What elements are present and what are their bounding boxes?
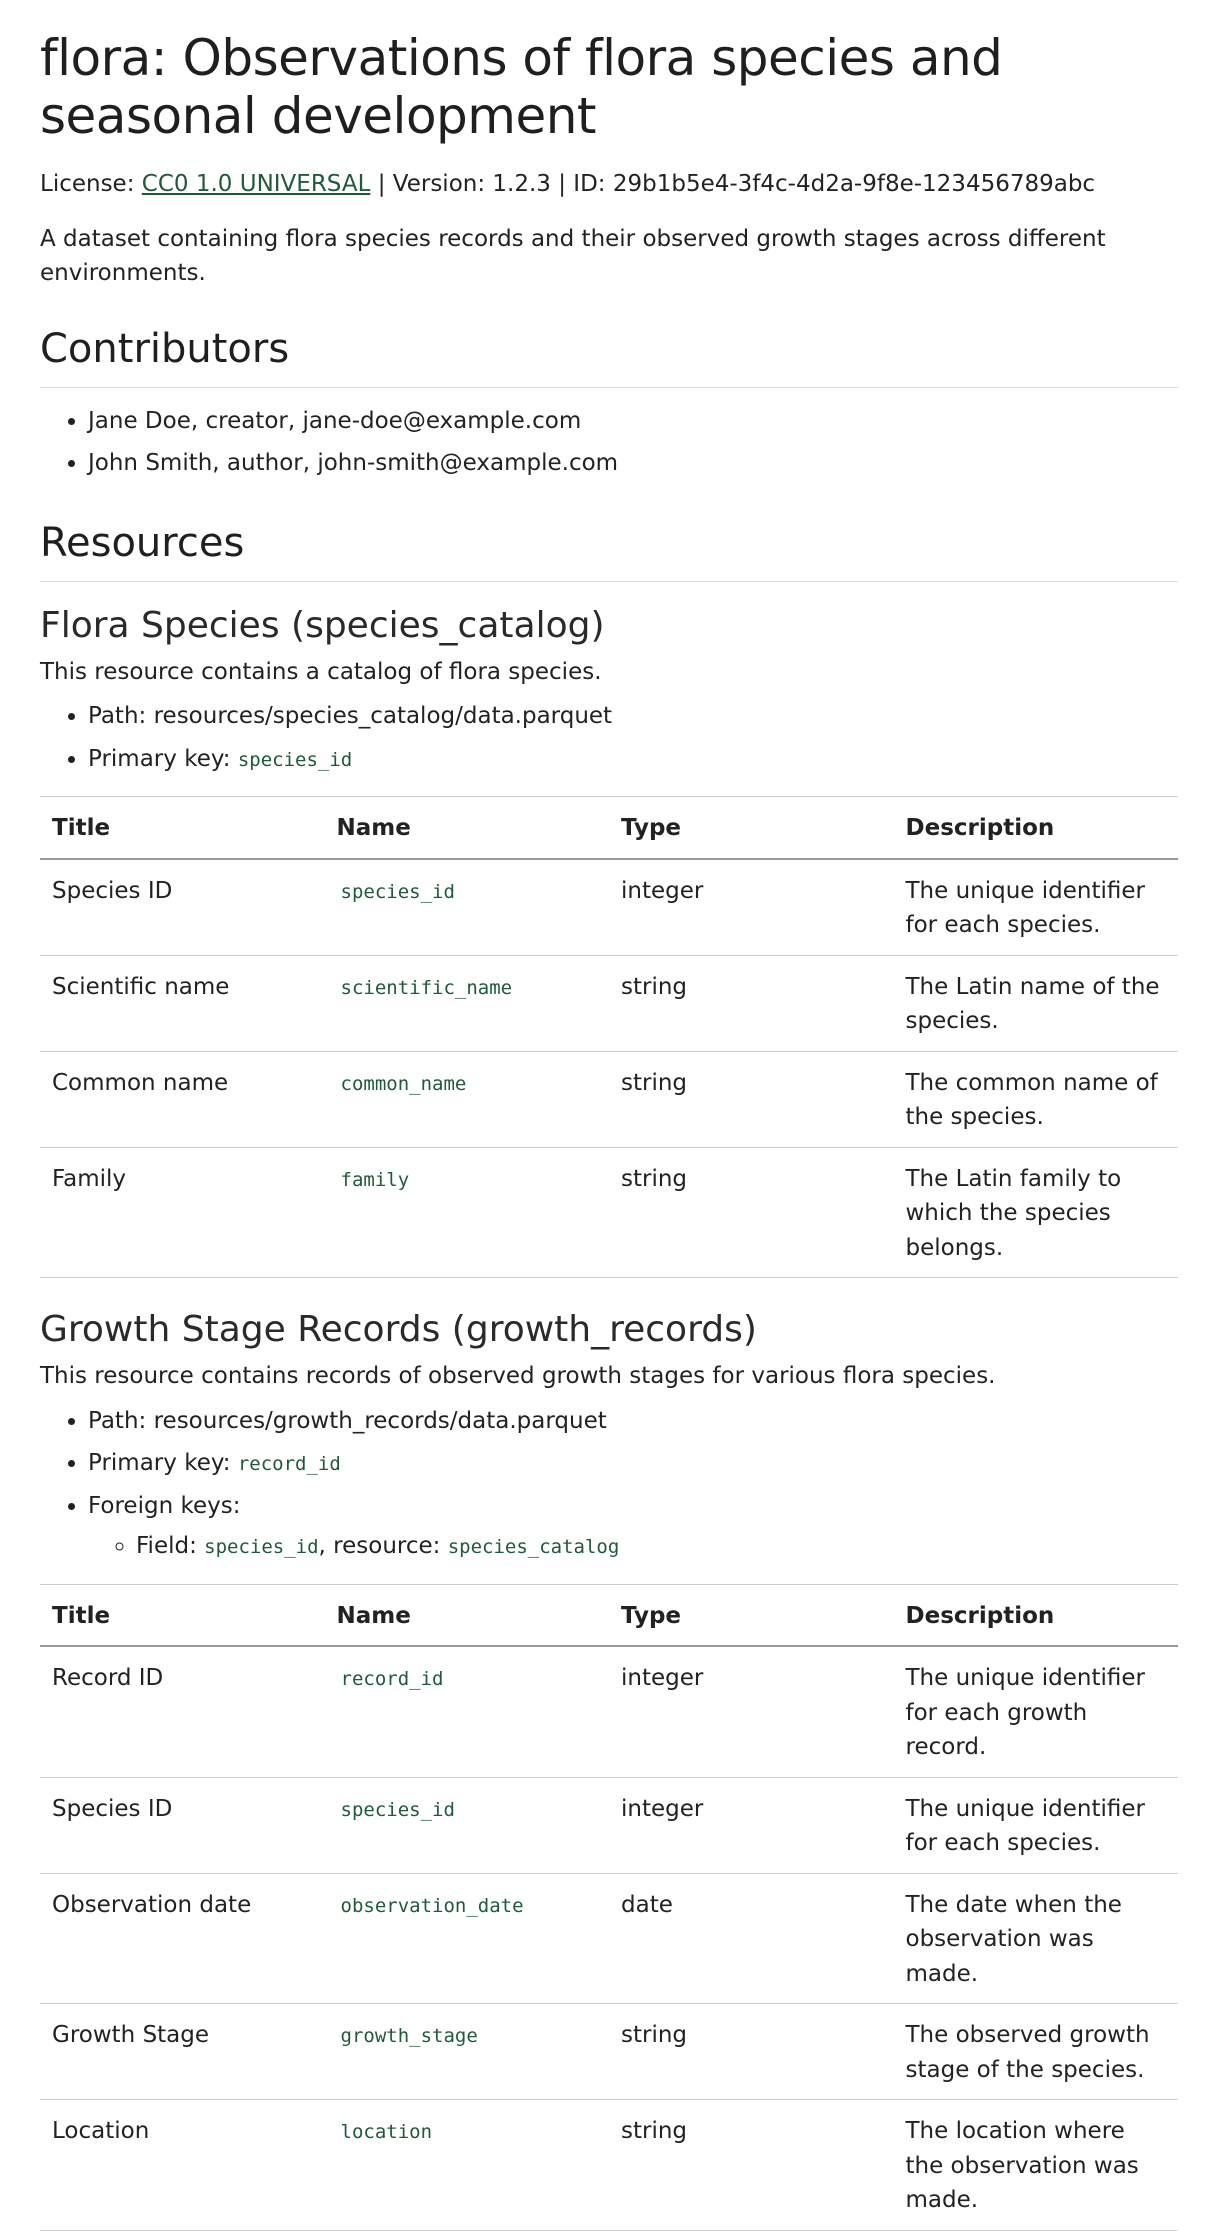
cell-type: date [609,1873,894,2004]
page-title: flora: Observations of flora species and seasonal development [40,29,1003,145]
fk-field-value: species_id [204,1536,319,1559]
header-description: Description [894,1584,1179,1646]
table-row [40,859,1178,956]
cell-type: integer [609,1646,894,1777]
field-name-code: scientific_name [340,976,513,999]
field-name-code: species_id [340,880,455,903]
resource-heading-species: Flora Species (species_catalog) [40,604,605,646]
header-title: Title [40,797,325,859]
growth-fields-table [40,1584,1178,2231]
field-name-code: family [340,1168,410,1191]
cell-title: Growth Stage [40,2004,325,2100]
pk-label: Primary key: [88,745,238,772]
cell-description: The observed growth stage of the species. [894,2004,1179,2100]
field-name-code: common_name [340,1072,467,1095]
cell-title: Species ID [40,1777,325,1873]
resource-description: This resource contains records of observed growth stages for various flora species. [40,1363,996,1390]
foreign-keys-list [88,1529,1178,1564]
resource-path [88,699,1178,734]
cell-title: Family [40,1147,325,1278]
dataset-description: A dataset containing flora species records and their observed growth stages across different environments. [40,225,1106,286]
cell-name [325,955,610,1051]
resource-primary-key [88,742,1178,777]
resource-properties [40,1404,1178,1564]
cell-name [325,1051,610,1147]
license-link[interactable]: CC0 1.0 UNIVERSAL [141,171,371,197]
cell-title: Record ID [40,1646,325,1777]
header-title: Title [40,1584,325,1646]
cell-description: The date when the observation was made. [894,1873,1179,2004]
resource-primary-key [88,1446,1178,1481]
cell-type: string [609,1147,894,1278]
cell-title: Observation date [40,1873,325,2004]
header-type: Type [609,1584,894,1646]
cell-type: string [609,2004,894,2100]
metadata-line [40,167,1178,202]
field-name-code: species_id [340,1798,455,1821]
table-row [40,1051,1178,1147]
fk-resource-value: species_catalog [447,1536,620,1559]
table-row [40,2004,1178,2100]
cell-name [325,1646,610,1777]
cell-type: string [609,2100,894,2231]
path-value: resources/growth_records/data.parquet [153,1407,607,1434]
pk-value: species_id [237,748,353,771]
fk-field-label: Field: [136,1533,205,1560]
pk-value: record_id [237,1453,341,1476]
resource-path [88,1404,1178,1439]
cell-title: Scientific name [40,955,325,1051]
cell-name [325,1873,610,2004]
cell-name [325,2004,610,2100]
path-label: Path: [88,1407,154,1434]
cell-title: Species ID [40,859,325,956]
foreign-key-item [136,1529,1178,1564]
resource-properties [40,699,1178,776]
path-value: resources/species_catalog/data.parquet [153,703,613,730]
cell-description: The unique identifier for each species. [894,859,1179,956]
cell-name [325,2100,610,2231]
cell-description: The Latin name of the species. [894,955,1179,1051]
header-description: Description [894,797,1179,859]
cell-name [325,1777,610,1873]
table-header-row [40,1584,1178,1646]
contributors-heading: Contributors [40,325,1178,388]
table-row [40,1777,1178,1873]
resources-heading: Resources [40,519,1178,582]
cell-title: Location [40,2100,325,2231]
table-row [40,1147,1178,1278]
fk-label: Foreign keys: [88,1492,241,1519]
cell-name [325,859,610,956]
cell-type: string [609,955,894,1051]
resource-heading-growth: Growth Stage Records (growth_records) [40,1309,757,1351]
cell-type: integer [609,859,894,956]
contributor-item: • John Smith, author, john-smith@example.com [88,446,1178,481]
license-label: License: [40,171,142,197]
pk-label: Primary key: [88,1450,238,1477]
contributors-list [40,404,1178,481]
cell-description: The unique identifier for each species. [894,1777,1179,1873]
cell-name [325,1147,610,1278]
table-row [40,1873,1178,2004]
table-row [40,955,1178,1051]
header-name: Name [325,1584,610,1646]
version-id-text: | Version: 1.2.3 | ID: 29b1b5e4-3f4c-4d2a-9f8e-123456789abc [370,171,1096,197]
path-label: Path: [88,703,154,730]
cell-type: string [609,1051,894,1147]
table-row [40,1646,1178,1777]
header-type: Type [609,797,894,859]
resource-description: This resource contains a catalog of flora species. [40,658,602,685]
contributor-item: • Jane Doe, creator, jane-doe@example.com [88,404,1178,439]
field-name-code: record_id [340,1668,444,1691]
table-row [40,2100,1178,2231]
field-name-code: location [340,2121,433,2144]
cell-type: integer [609,1777,894,1873]
fk-resource-label: , resource: [318,1533,448,1560]
table-header-row [40,797,1178,859]
species-fields-table [40,796,1178,1278]
cell-description: The unique identifier for each growth record. [894,1646,1179,1777]
header-name: Name [325,797,610,859]
field-name-code: growth_stage [340,2025,478,2048]
cell-description: The common name of the species. [894,1051,1179,1147]
cell-title: Common name [40,1051,325,1147]
resource-foreign-keys [88,1489,1178,1564]
cell-description: The location where the observation was made. [894,2100,1179,2231]
cell-description: The Latin family to which the species belongs. [894,1147,1179,1278]
field-name-code: observation_date [340,1894,524,1917]
